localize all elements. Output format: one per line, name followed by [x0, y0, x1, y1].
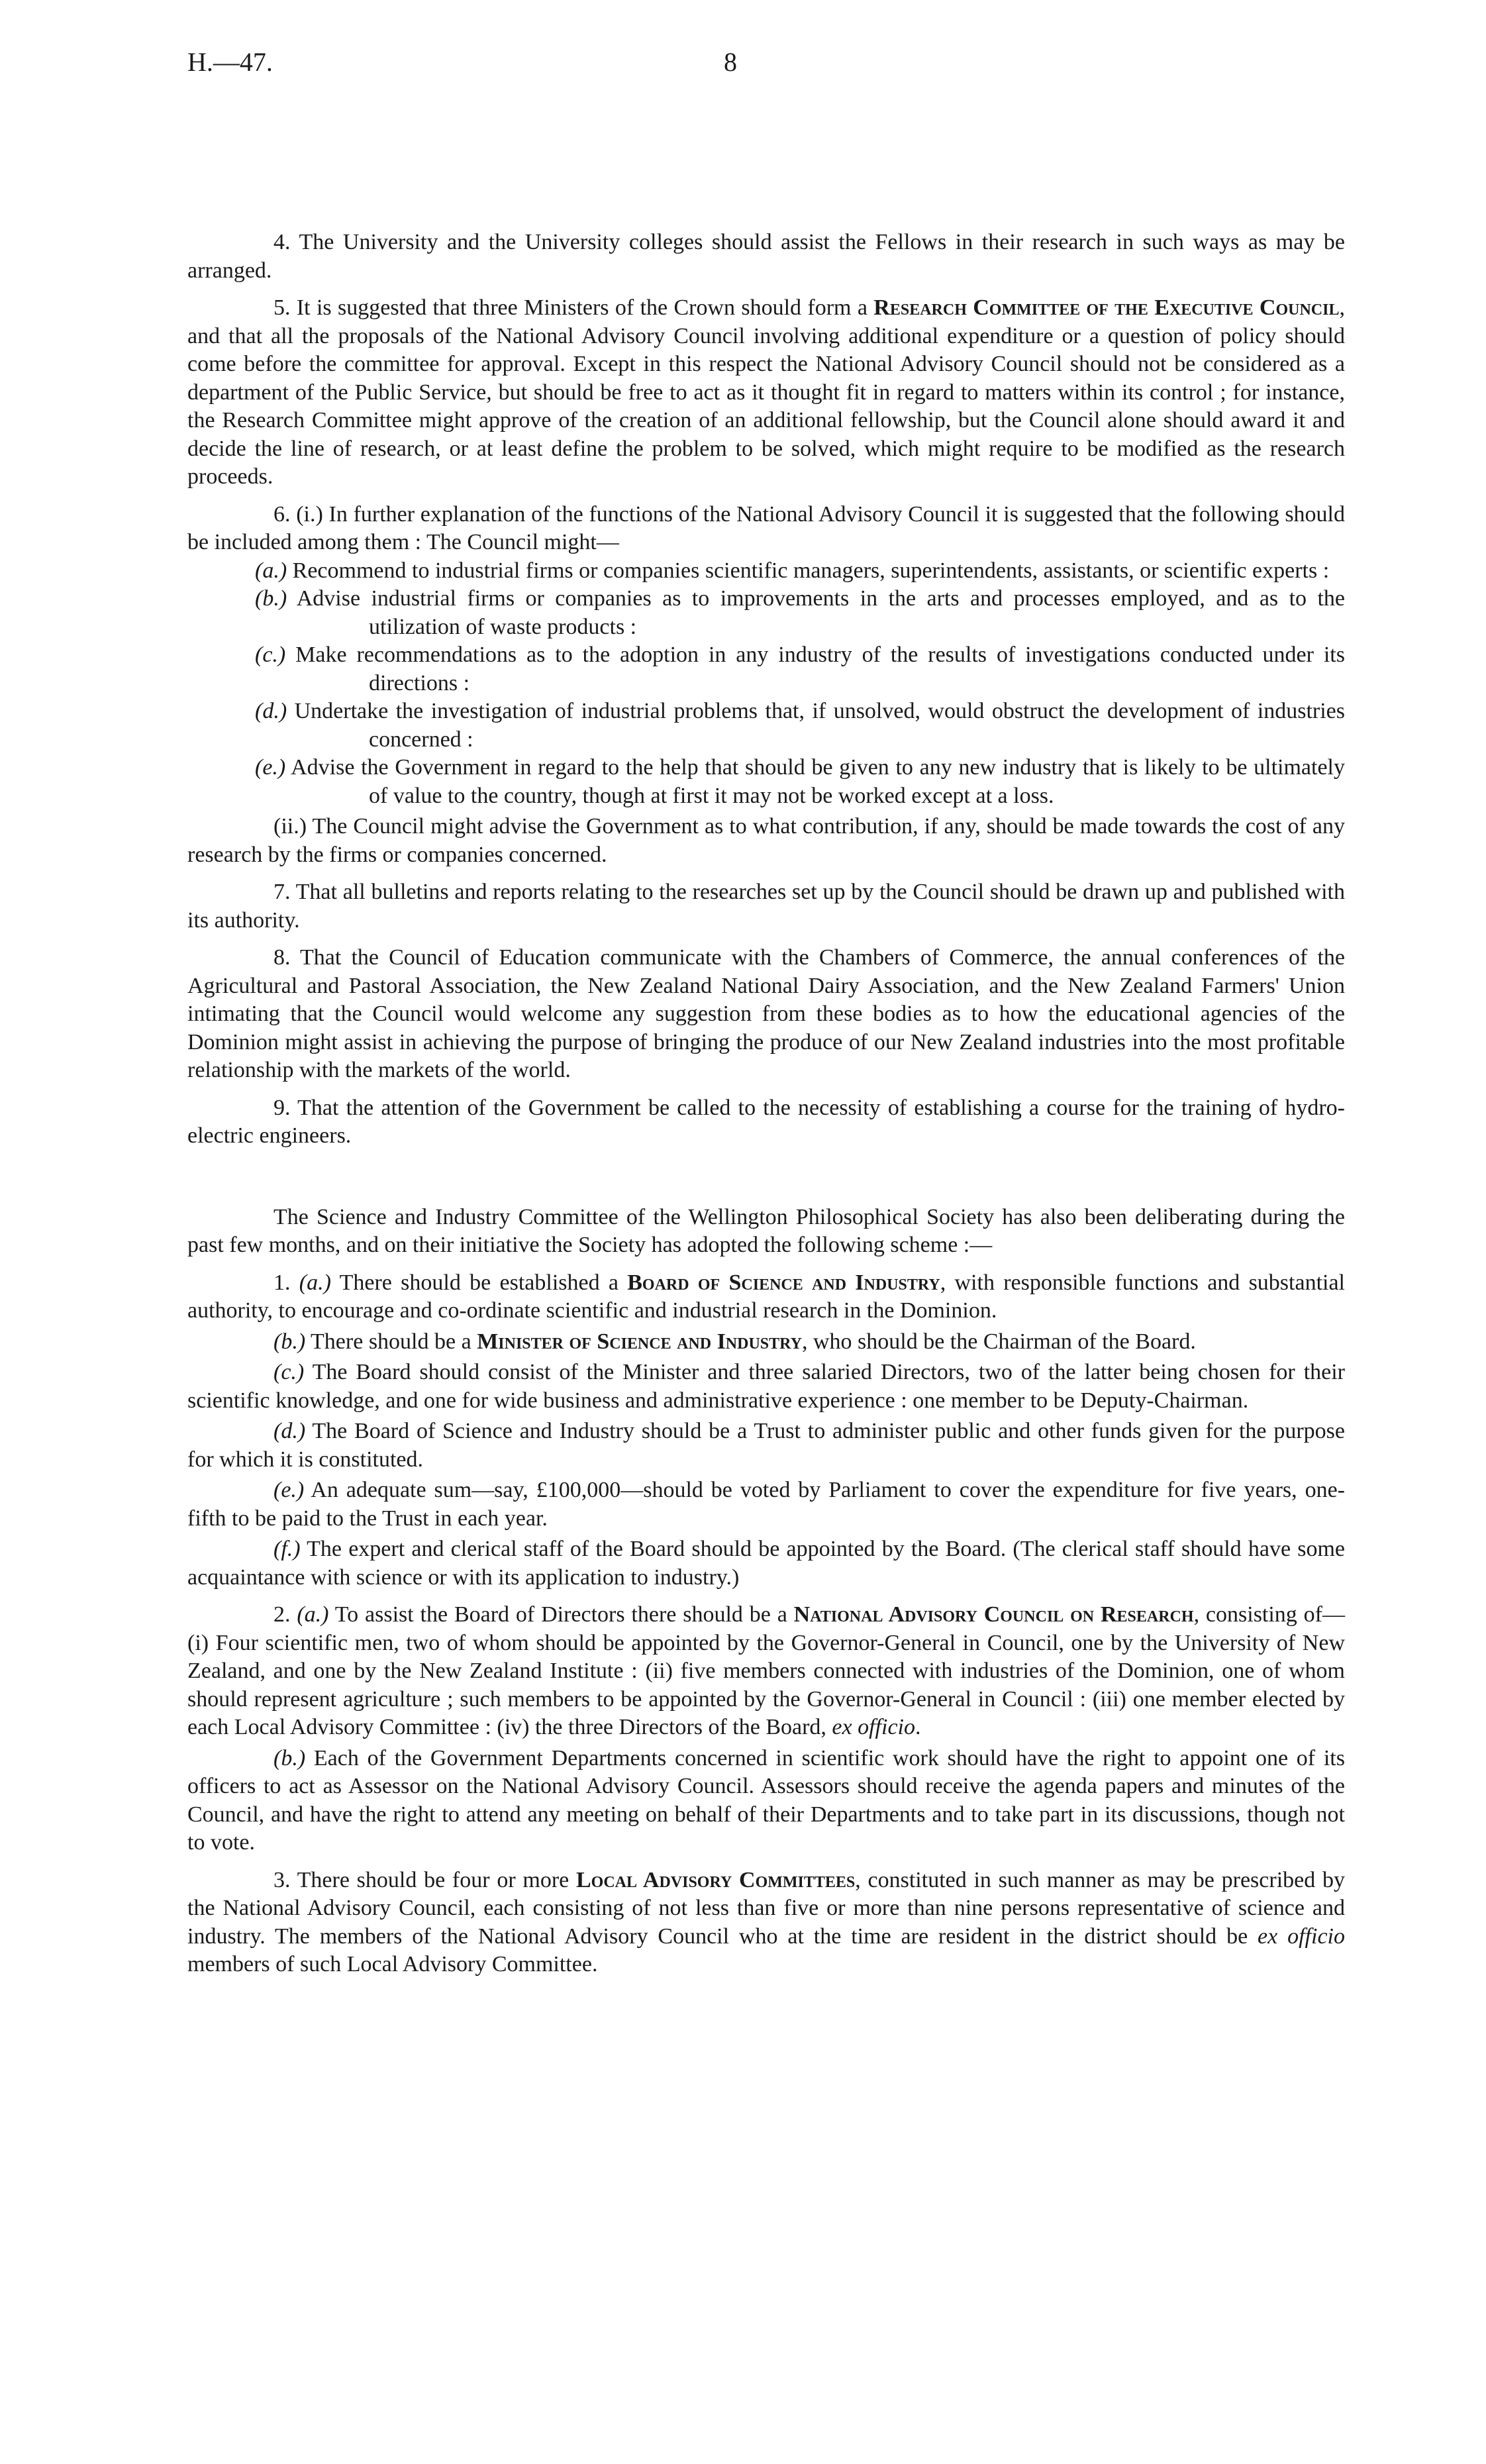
paragraph [187, 1601, 1345, 1742]
page-number: 8 [724, 47, 737, 77]
text-run: Undertake the investigation of industrial problems that, if unsolved, would obstruct the development of industries concerned : [287, 699, 1345, 752]
text-run: (ii.) The Council might advise the Government as to what contribution, if any, should be made towards the cost of any research by the firms or companies concerned. [187, 814, 1345, 867]
paragraph [187, 1476, 1345, 1533]
small-caps-term: Minister of Science and Industry [477, 1329, 802, 1354]
text-run: 1. [273, 1270, 299, 1295]
italic-text: (d.) [255, 699, 287, 723]
text-run: The Board of Science and Industry should be a Trust to administer public and other funds given for the purpose for which it is constituted. [187, 1419, 1345, 1472]
paragraph [187, 1204, 1345, 1260]
text-run: , who should be the Chairman of the Board. [801, 1329, 1196, 1354]
italic-text: (f.) [273, 1537, 301, 1561]
text-run: 3. There should be four or more [273, 1867, 576, 1892]
text-run: There should be established a [330, 1270, 628, 1295]
italic-text: (b.) [273, 1745, 306, 1771]
text-run: , and that all the proposals of the National Advisory Council involving additional expenditure or a question of policy should come before the committee for approval. Except in this respect the National Advisory Council should not be considered as a department of the Public Service, but should be free to act as it thought fit in regard to matters within its control ; for instance, the Research Committee might approve of the creation of an additional fellowship, but the Council alone should award it and decide the line of research, or at least define the problem to be solved, which might require to be modified as the research proceeds. [187, 295, 1345, 489]
paragraph [187, 944, 1345, 1085]
document-body [187, 229, 1345, 1979]
italic-text: (d.) [273, 1419, 306, 1443]
text-run: To assist the Board of Directors there should be a [328, 1602, 794, 1627]
paragraph [187, 1535, 1345, 1592]
paragraph [187, 1867, 1345, 1979]
paragraph [187, 878, 1345, 935]
paragraph [187, 1094, 1345, 1151]
text-run: Each of the Government Departments concerned in scientific work should have the right to appoint one of its officers to act as Assessor on the National Advisory Council. Assessors should receive the agenda papers and minutes of the Council, and have the right to attend any meeting on behalf of their Departments and to take part in its discussions, though not to vote. [187, 1745, 1345, 1855]
text-run: , with responsible functions and substantial authority, to encourage and co-ordinate scientific and industrial research in the Dominion. [187, 1270, 1345, 1323]
small-caps-term: Local Advisory Committees [576, 1867, 856, 1892]
text-run: 5. It is suggested that three Ministers of the Crown should form a [273, 295, 874, 320]
paragraph [187, 229, 1345, 285]
text-run: The Board should consist of the Minister and three salaried Directors, two of the latter being chosen for their scientific knowledge, and one for wide business and administrative experience : one member to be Deputy-Chairman. [187, 1360, 1345, 1413]
paragraph [187, 1269, 1345, 1325]
text-run: 2. [273, 1602, 297, 1627]
text-run: , consisting of—(i) Four scientific men, two of whom should be appointed by the Governor-General in Council, one by the University of New Zealand, and one by the New Zealand Institute : (ii) five members connected with industries of the Dominion, one of whom should represent agriculture ; such members to be appointed by the Governor-General in Council : (iii) one member elected by each Local Advisory Committee : (iv) the three Directors of the Board, [187, 1602, 1345, 1739]
list-item [187, 697, 1345, 754]
list-item [187, 557, 1345, 586]
text-run: 9. That the attention of the Government be called to the necessity of establishing a course for the training of hydro-electric engineers. [187, 1095, 1345, 1148]
text-run: Advise industrial firms or companies as to improvements in the arts and processes employed, and as to the utilization of waste products : [287, 586, 1345, 639]
text-run: 7. That all bulletins and reports relating to the researches set up by the Council should be drawn up and published with its authority. [187, 880, 1345, 933]
text-run: . [915, 1715, 921, 1739]
list-item [187, 754, 1345, 810]
text-run: 6. (i.) In further explanation of the functions of the National Advisory Council it is suggested that the following should be included among them : The Council might— [187, 501, 1345, 554]
paragraph [187, 1328, 1345, 1357]
text-run: Advise the Government in regard to the help that should be given to any new industry that is likely to be ultimately of value to the country, though at first it may not be worked except at a loss. [285, 755, 1345, 808]
small-caps-term: Research Committee of the Executive Council [873, 295, 1340, 320]
italic-text: (e.) [273, 1478, 305, 1502]
page-header [187, 46, 1345, 79]
italic-text: (e.) [255, 755, 286, 780]
text-run: There should be a [305, 1329, 477, 1354]
text-run: members of such Local Advisory Committee. [187, 1952, 598, 1976]
text-run: , constituted in such manner as may be prescribed by the National Advisory Council, each consisting of not less than five or more than nine persons representative of science and industry. The members of the National Advisory Council who at the time are resident in the district should be [187, 1867, 1345, 1949]
paragraph [187, 501, 1345, 557]
paragraph [187, 294, 1345, 491]
italic-text: (c.) [273, 1360, 305, 1384]
italic-text: (b.) [255, 586, 287, 611]
small-caps-term: National Advisory Council on Research [793, 1602, 1194, 1627]
paragraph [187, 1359, 1345, 1415]
paragraph [187, 1745, 1345, 1857]
text-run: Make recommendations as to the adoption in any industry of the results of investigations conducted under its directions : [285, 642, 1345, 695]
italic-text: ex officio [1258, 1924, 1345, 1949]
italic-text: ex officio [832, 1715, 915, 1739]
italic-text: (a.) [299, 1270, 331, 1295]
paragraph [187, 1417, 1345, 1474]
text-run: The Science and Industry Committee of the Wellington Philosophical Society has also been deliberating during the past few months, and on their initiative the Society has adopted the following scheme :— [187, 1204, 1345, 1257]
list-item [187, 641, 1345, 697]
text-run: 8. That the Council of Education communicate with the Chambers of Commerce, the annual conferences of the Agricultural and Pastoral Association, the New Zealand National Dairy Association, and the New Zealand Farmers' Union intimating that the Council would welcome any suggestion from these bodies as to how the educational agencies of the Dominion might assist in achieving the purpose of bringing the produce of our New Zealand industries into the most profitable relationship with the markets of the world. [187, 945, 1345, 1082]
text-run: 4. The University and the University colleges should assist the Fellows in their research in such ways as may be arranged. [187, 230, 1345, 283]
italic-text: (b.) [273, 1329, 306, 1354]
text-run: An adequate sum—say, £100,000—should be voted by Parliament to cover the expenditure for five years, one-fifth to be paid to the Trust in each year. [187, 1478, 1345, 1531]
text-run: The expert and clerical staff of the Board should be appointed by the Board. (The clerical staff should have some acquaintance with science or with its application to industry.) [187, 1537, 1345, 1590]
italic-text: (a.) [255, 558, 287, 583]
text-run: Recommend to industrial firms or companies scientific managers, superintendents, assistants, or scientific experts : [287, 558, 1330, 583]
list-item [187, 585, 1345, 641]
document-reference: H.—47. [187, 47, 273, 77]
small-caps-term: Board of Science and Industry [627, 1270, 940, 1295]
italic-text: (c.) [255, 642, 286, 667]
paragraph [187, 813, 1345, 869]
italic-text: (a.) [297, 1602, 329, 1627]
